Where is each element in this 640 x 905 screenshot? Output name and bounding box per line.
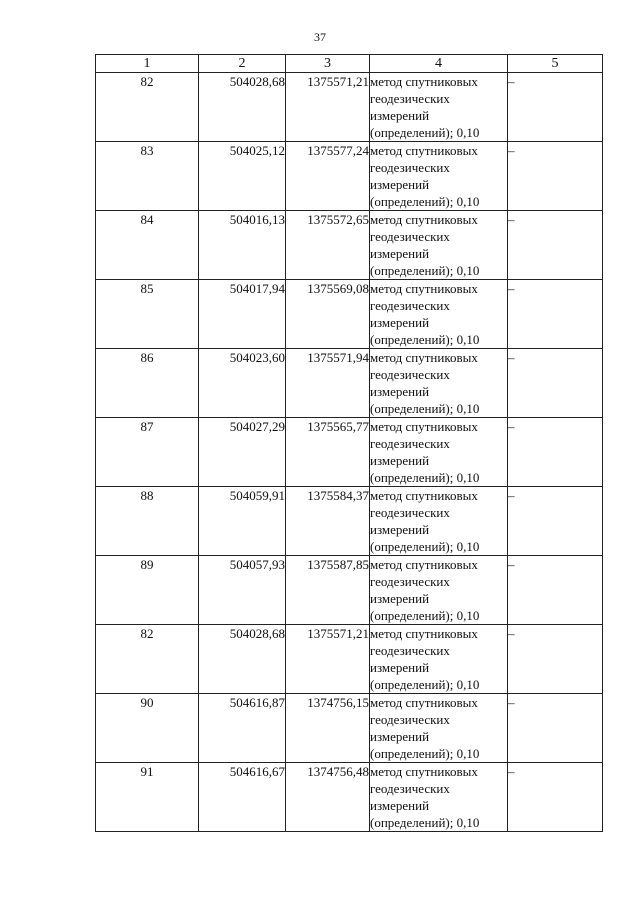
method-text-line: метод спутниковых xyxy=(370,281,478,296)
method-text-line: (определений); 0,10 xyxy=(370,746,480,761)
note-cell xyxy=(508,556,603,625)
note-cell xyxy=(508,694,603,763)
point-number-cell: 83 xyxy=(96,142,199,211)
point-number-cell: 90 xyxy=(96,694,199,763)
method-cell xyxy=(370,280,508,349)
method-cell xyxy=(370,487,508,556)
note-dash: – xyxy=(508,488,515,503)
note-cell xyxy=(508,73,603,142)
y-coordinate-cell: 1375584,37 xyxy=(286,487,370,556)
y-coordinate-cell: 1375572,65 xyxy=(286,211,370,280)
table-header-row xyxy=(96,55,603,73)
table-row xyxy=(96,763,603,832)
note-cell xyxy=(508,211,603,280)
method-text-line: геодезических xyxy=(370,712,450,727)
table-row xyxy=(96,625,603,694)
table-row xyxy=(96,142,603,211)
note-dash: – xyxy=(508,143,515,158)
x-coordinate-cell: 504016,13 xyxy=(199,211,286,280)
note-cell xyxy=(508,280,603,349)
method-text-line: геодезических xyxy=(370,298,450,313)
point-number-cell: 82 xyxy=(96,625,199,694)
method-text-line: метод спутниковых xyxy=(370,626,478,641)
note-cell xyxy=(508,487,603,556)
method-text-line: метод спутниковых xyxy=(370,695,478,710)
x-coordinate-cell: 504059,91 xyxy=(199,487,286,556)
table-row xyxy=(96,556,603,625)
method-text-line: геодезических xyxy=(370,436,450,451)
method-text-line: (определений); 0,10 xyxy=(370,815,480,830)
method-text-line: метод спутниковых xyxy=(370,143,478,158)
column-header: 5 xyxy=(508,55,603,73)
coordinates-table xyxy=(95,54,603,832)
y-coordinate-cell: 1375571,21 xyxy=(286,73,370,142)
point-number-cell: 87 xyxy=(96,418,199,487)
note-dash: – xyxy=(508,695,515,710)
y-coordinate-cell: 1375571,21 xyxy=(286,625,370,694)
method-text-line: геодезических xyxy=(370,367,450,382)
point-number-cell: 88 xyxy=(96,487,199,556)
note-cell xyxy=(508,418,603,487)
point-number-cell: 89 xyxy=(96,556,199,625)
point-number-cell: 84 xyxy=(96,211,199,280)
method-cell xyxy=(370,349,508,418)
note-dash: – xyxy=(508,350,515,365)
method-text-line: (определений); 0,10 xyxy=(370,332,480,347)
method-text-line: (определений); 0,10 xyxy=(370,539,480,554)
method-text-line: (определений); 0,10 xyxy=(370,194,480,209)
note-dash: – xyxy=(508,626,515,641)
method-text-line: геодезических xyxy=(370,229,450,244)
method-text-line: (определений); 0,10 xyxy=(370,263,480,278)
method-cell xyxy=(370,556,508,625)
method-text-line: метод спутниковых xyxy=(370,350,478,365)
note-dash: – xyxy=(508,281,515,296)
x-coordinate-cell: 504028,68 xyxy=(199,73,286,142)
y-coordinate-cell: 1374756,15 xyxy=(286,694,370,763)
method-text-line: измерений xyxy=(370,798,430,813)
method-text-line: (определений); 0,10 xyxy=(370,125,480,140)
column-header: 1 xyxy=(96,55,199,73)
method-text-line: измерений xyxy=(370,453,430,468)
table-row xyxy=(96,694,603,763)
note-cell xyxy=(508,625,603,694)
table-row xyxy=(96,280,603,349)
y-coordinate-cell: 1374756,48 xyxy=(286,763,370,832)
y-coordinate-cell: 1375587,85 xyxy=(286,556,370,625)
note-dash: – xyxy=(508,419,515,434)
column-header: 3 xyxy=(286,55,370,73)
x-coordinate-cell: 504017,94 xyxy=(199,280,286,349)
y-coordinate-cell: 1375569,08 xyxy=(286,280,370,349)
y-coordinate-cell: 1375577,24 xyxy=(286,142,370,211)
method-cell xyxy=(370,625,508,694)
method-text-line: геодезических xyxy=(370,643,450,658)
method-text-line: измерений xyxy=(370,729,430,744)
x-coordinate-cell: 504028,68 xyxy=(199,625,286,694)
x-coordinate-cell: 504616,67 xyxy=(199,763,286,832)
method-text-line: метод спутниковых xyxy=(370,764,478,779)
note-dash: – xyxy=(508,74,515,89)
method-text-line: геодезических xyxy=(370,574,450,589)
method-text-line: измерений xyxy=(370,246,430,261)
method-text-line: геодезических xyxy=(370,91,450,106)
point-number-cell: 85 xyxy=(96,280,199,349)
method-text-line: измерений xyxy=(370,591,430,606)
method-text-line: измерений xyxy=(370,108,430,123)
method-text-line: (определений); 0,10 xyxy=(370,401,480,416)
method-cell xyxy=(370,73,508,142)
method-text-line: метод спутниковых xyxy=(370,74,478,89)
method-text-line: метод спутниковых xyxy=(370,419,478,434)
table-row xyxy=(96,73,603,142)
method-text-line: метод спутниковых xyxy=(370,557,478,572)
column-header: 4 xyxy=(370,55,508,73)
method-text-line: геодезических xyxy=(370,781,450,796)
point-number-cell: 86 xyxy=(96,349,199,418)
x-coordinate-cell: 504025,12 xyxy=(199,142,286,211)
method-text-line: измерений xyxy=(370,660,430,675)
table-row xyxy=(96,418,603,487)
method-text-line: измерений xyxy=(370,315,430,330)
note-dash: – xyxy=(508,764,515,779)
point-number-cell: 91 xyxy=(96,763,199,832)
method-text-line: метод спутниковых xyxy=(370,212,478,227)
note-dash: – xyxy=(508,212,515,227)
note-cell xyxy=(508,142,603,211)
column-header: 2 xyxy=(199,55,286,73)
table-row xyxy=(96,211,603,280)
x-coordinate-cell: 504027,29 xyxy=(199,418,286,487)
method-text-line: метод спутниковых xyxy=(370,488,478,503)
y-coordinate-cell: 1375565,77 xyxy=(286,418,370,487)
x-coordinate-cell: 504023,60 xyxy=(199,349,286,418)
method-text-line: (определений); 0,10 xyxy=(370,470,480,485)
note-dash: – xyxy=(508,557,515,572)
table-body xyxy=(96,73,603,832)
method-text-line: (определений); 0,10 xyxy=(370,608,480,623)
method-cell xyxy=(370,418,508,487)
note-cell xyxy=(508,763,603,832)
table-row xyxy=(96,487,603,556)
x-coordinate-cell: 504616,87 xyxy=(199,694,286,763)
method-cell xyxy=(370,142,508,211)
method-cell xyxy=(370,694,508,763)
method-text-line: измерений xyxy=(370,384,430,399)
method-text-line: измерений xyxy=(370,522,430,537)
table-row xyxy=(96,349,603,418)
point-number-cell: 82 xyxy=(96,73,199,142)
method-cell xyxy=(370,763,508,832)
x-coordinate-cell: 504057,93 xyxy=(199,556,286,625)
method-text-line: измерений xyxy=(370,177,430,192)
method-text-line: геодезических xyxy=(370,505,450,520)
method-text-line: (определений); 0,10 xyxy=(370,677,480,692)
page-number: 37 xyxy=(314,30,326,44)
y-coordinate-cell: 1375571,94 xyxy=(286,349,370,418)
method-text-line: геодезических xyxy=(370,160,450,175)
method-cell xyxy=(370,211,508,280)
note-cell xyxy=(508,349,603,418)
